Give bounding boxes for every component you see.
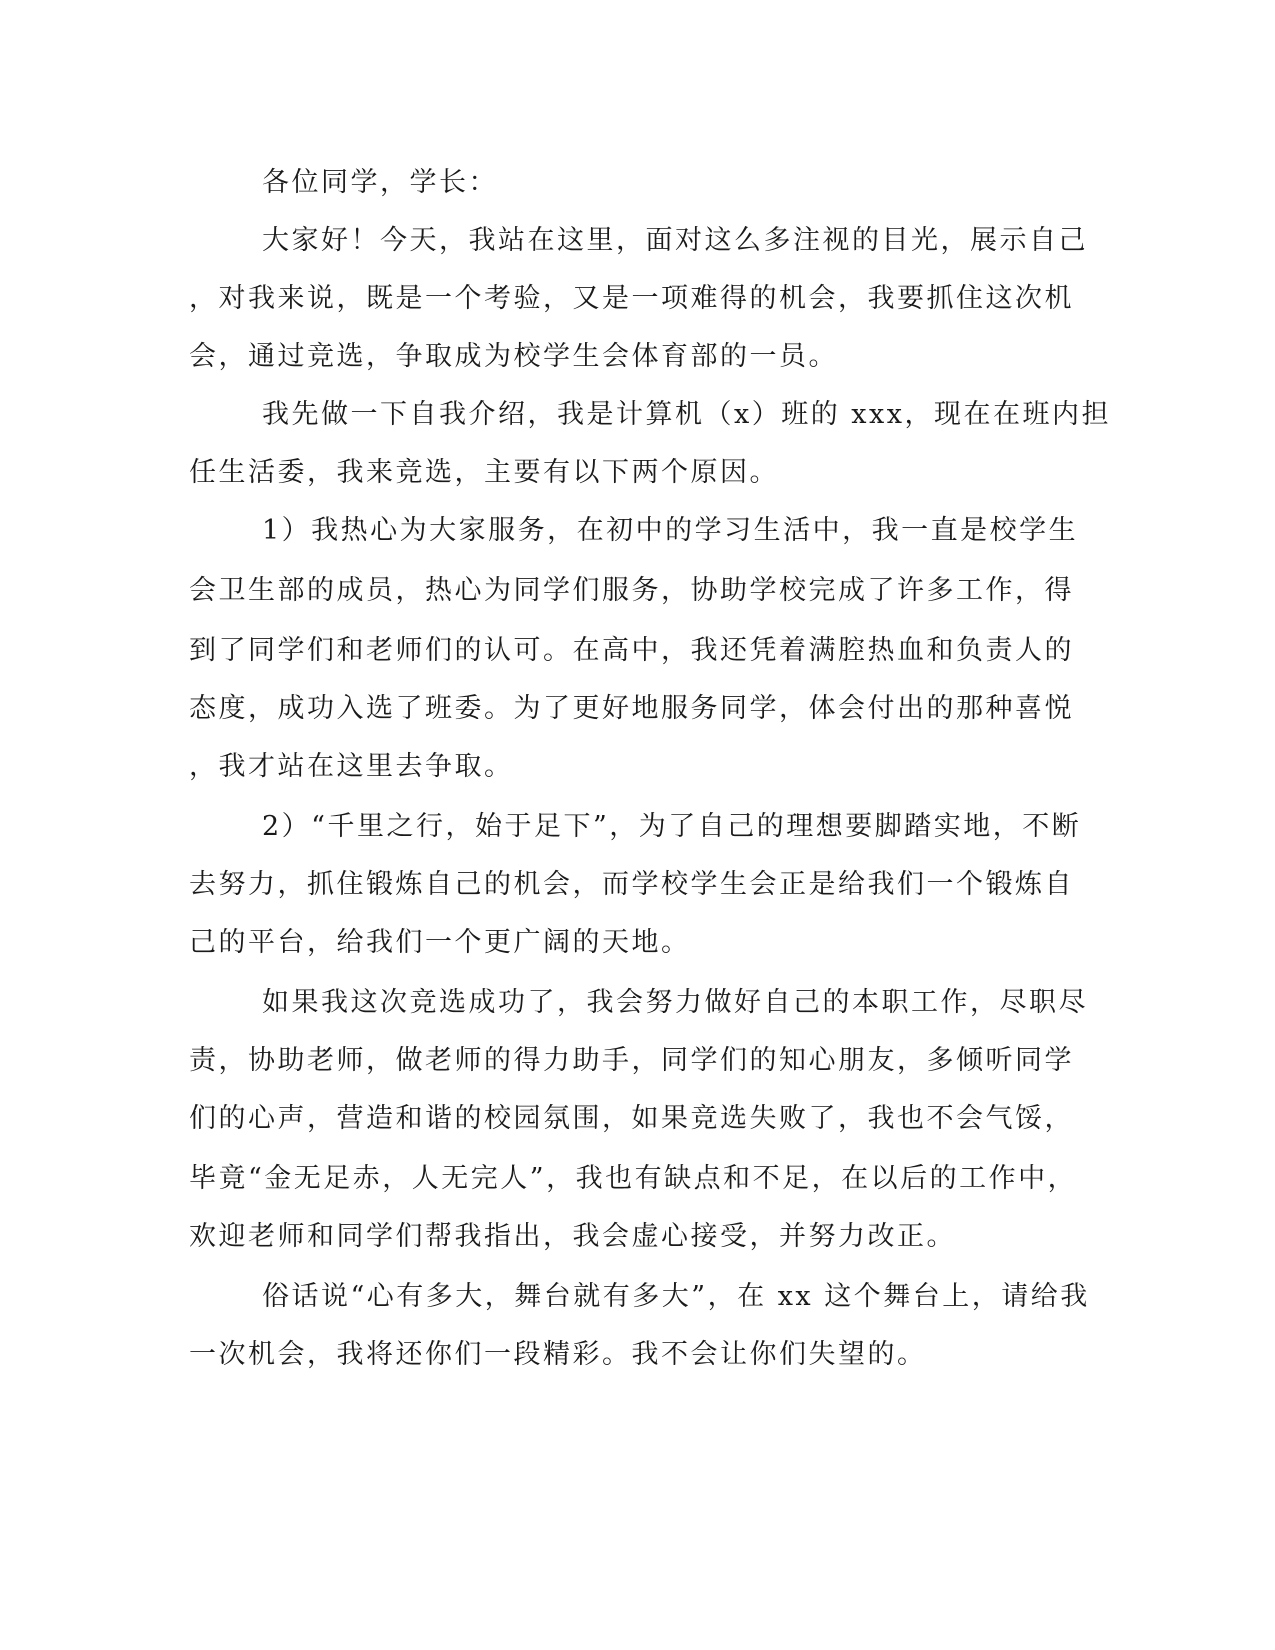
- paragraph-3-line-3: 到了同学们和老师们的认可。在高中，我还凭着满腔热血和负责人的: [189, 635, 1074, 666]
- paragraph-5-line-4: 毕竟“金无足赤，人无完人”，我也有缺点和不足，在以后的工作中，: [189, 1163, 1078, 1194]
- paragraph-3-line-4: 态度，成功入选了班委。为了更好地服务同学，体会付出的那种喜悦: [189, 693, 1074, 724]
- paragraph-2-line-2: 任生活委，我来竞选，主要有以下两个原因。: [189, 457, 779, 488]
- paragraph-3-line-5: ，我才站在这里去争取。: [189, 751, 514, 782]
- paragraph-1-line-1: 大家好！今天，我站在这里，面对这么多注视的目光，展示自己: [262, 225, 1088, 256]
- greeting-line: 各位同学，学长：: [262, 167, 498, 198]
- paragraph-2-line-1: 我先做一下自我介绍，我是计算机（x）班的 xxx，现在在班内担: [262, 399, 1111, 430]
- paragraph-3-line-1: 1）我热心为大家服务，在初中的学习生活中，我一直是校学生: [262, 515, 1079, 546]
- paragraph-1-line-3: 会，通过竞选，争取成为校学生会体育部的一员。: [189, 341, 838, 372]
- paragraph-4-line-2: 去努力，抓住锻炼自己的机会，而学校学生会正是给我们一个锻炼自: [189, 869, 1074, 900]
- paragraph-4-line-3: 己的平台，给我们一个更广阔的天地。: [189, 927, 691, 958]
- paragraph-4-line-1: 2）“千里之行，始于足下”，为了自己的理想要脚踏实地，不断: [262, 811, 1082, 842]
- paragraph-6-line-2: 一次机会，我将还你们一段精彩。我不会让你们失望的。: [189, 1339, 927, 1370]
- paragraph-6-line-1: 俗话说“心有多大，舞台就有多大”，在 xx 这个舞台上，请给我: [262, 1281, 1090, 1312]
- paragraph-3-line-2: 会卫生部的成员，热心为同学们服务，协助学校完成了许多工作，得: [189, 575, 1074, 606]
- paragraph-5-line-1: 如果我这次竞选成功了，我会努力做好自己的本职工作，尽职尽: [262, 987, 1088, 1018]
- paragraph-1-line-2: ，对我来说，既是一个考验，又是一项难得的机会，我要抓住这次机: [189, 283, 1074, 314]
- paragraph-5-line-5: 欢迎老师和同学们帮我指出，我会虚心接受，并努力改正。: [189, 1221, 956, 1252]
- paragraph-5-line-3: 们的心声，营造和谐的校园氛围，如果竞选失败了，我也不会气馁，: [189, 1103, 1074, 1134]
- paragraph-5-line-2: 责，协助老师，做老师的得力助手，同学们的知心朋友，多倾听同学: [189, 1045, 1074, 1076]
